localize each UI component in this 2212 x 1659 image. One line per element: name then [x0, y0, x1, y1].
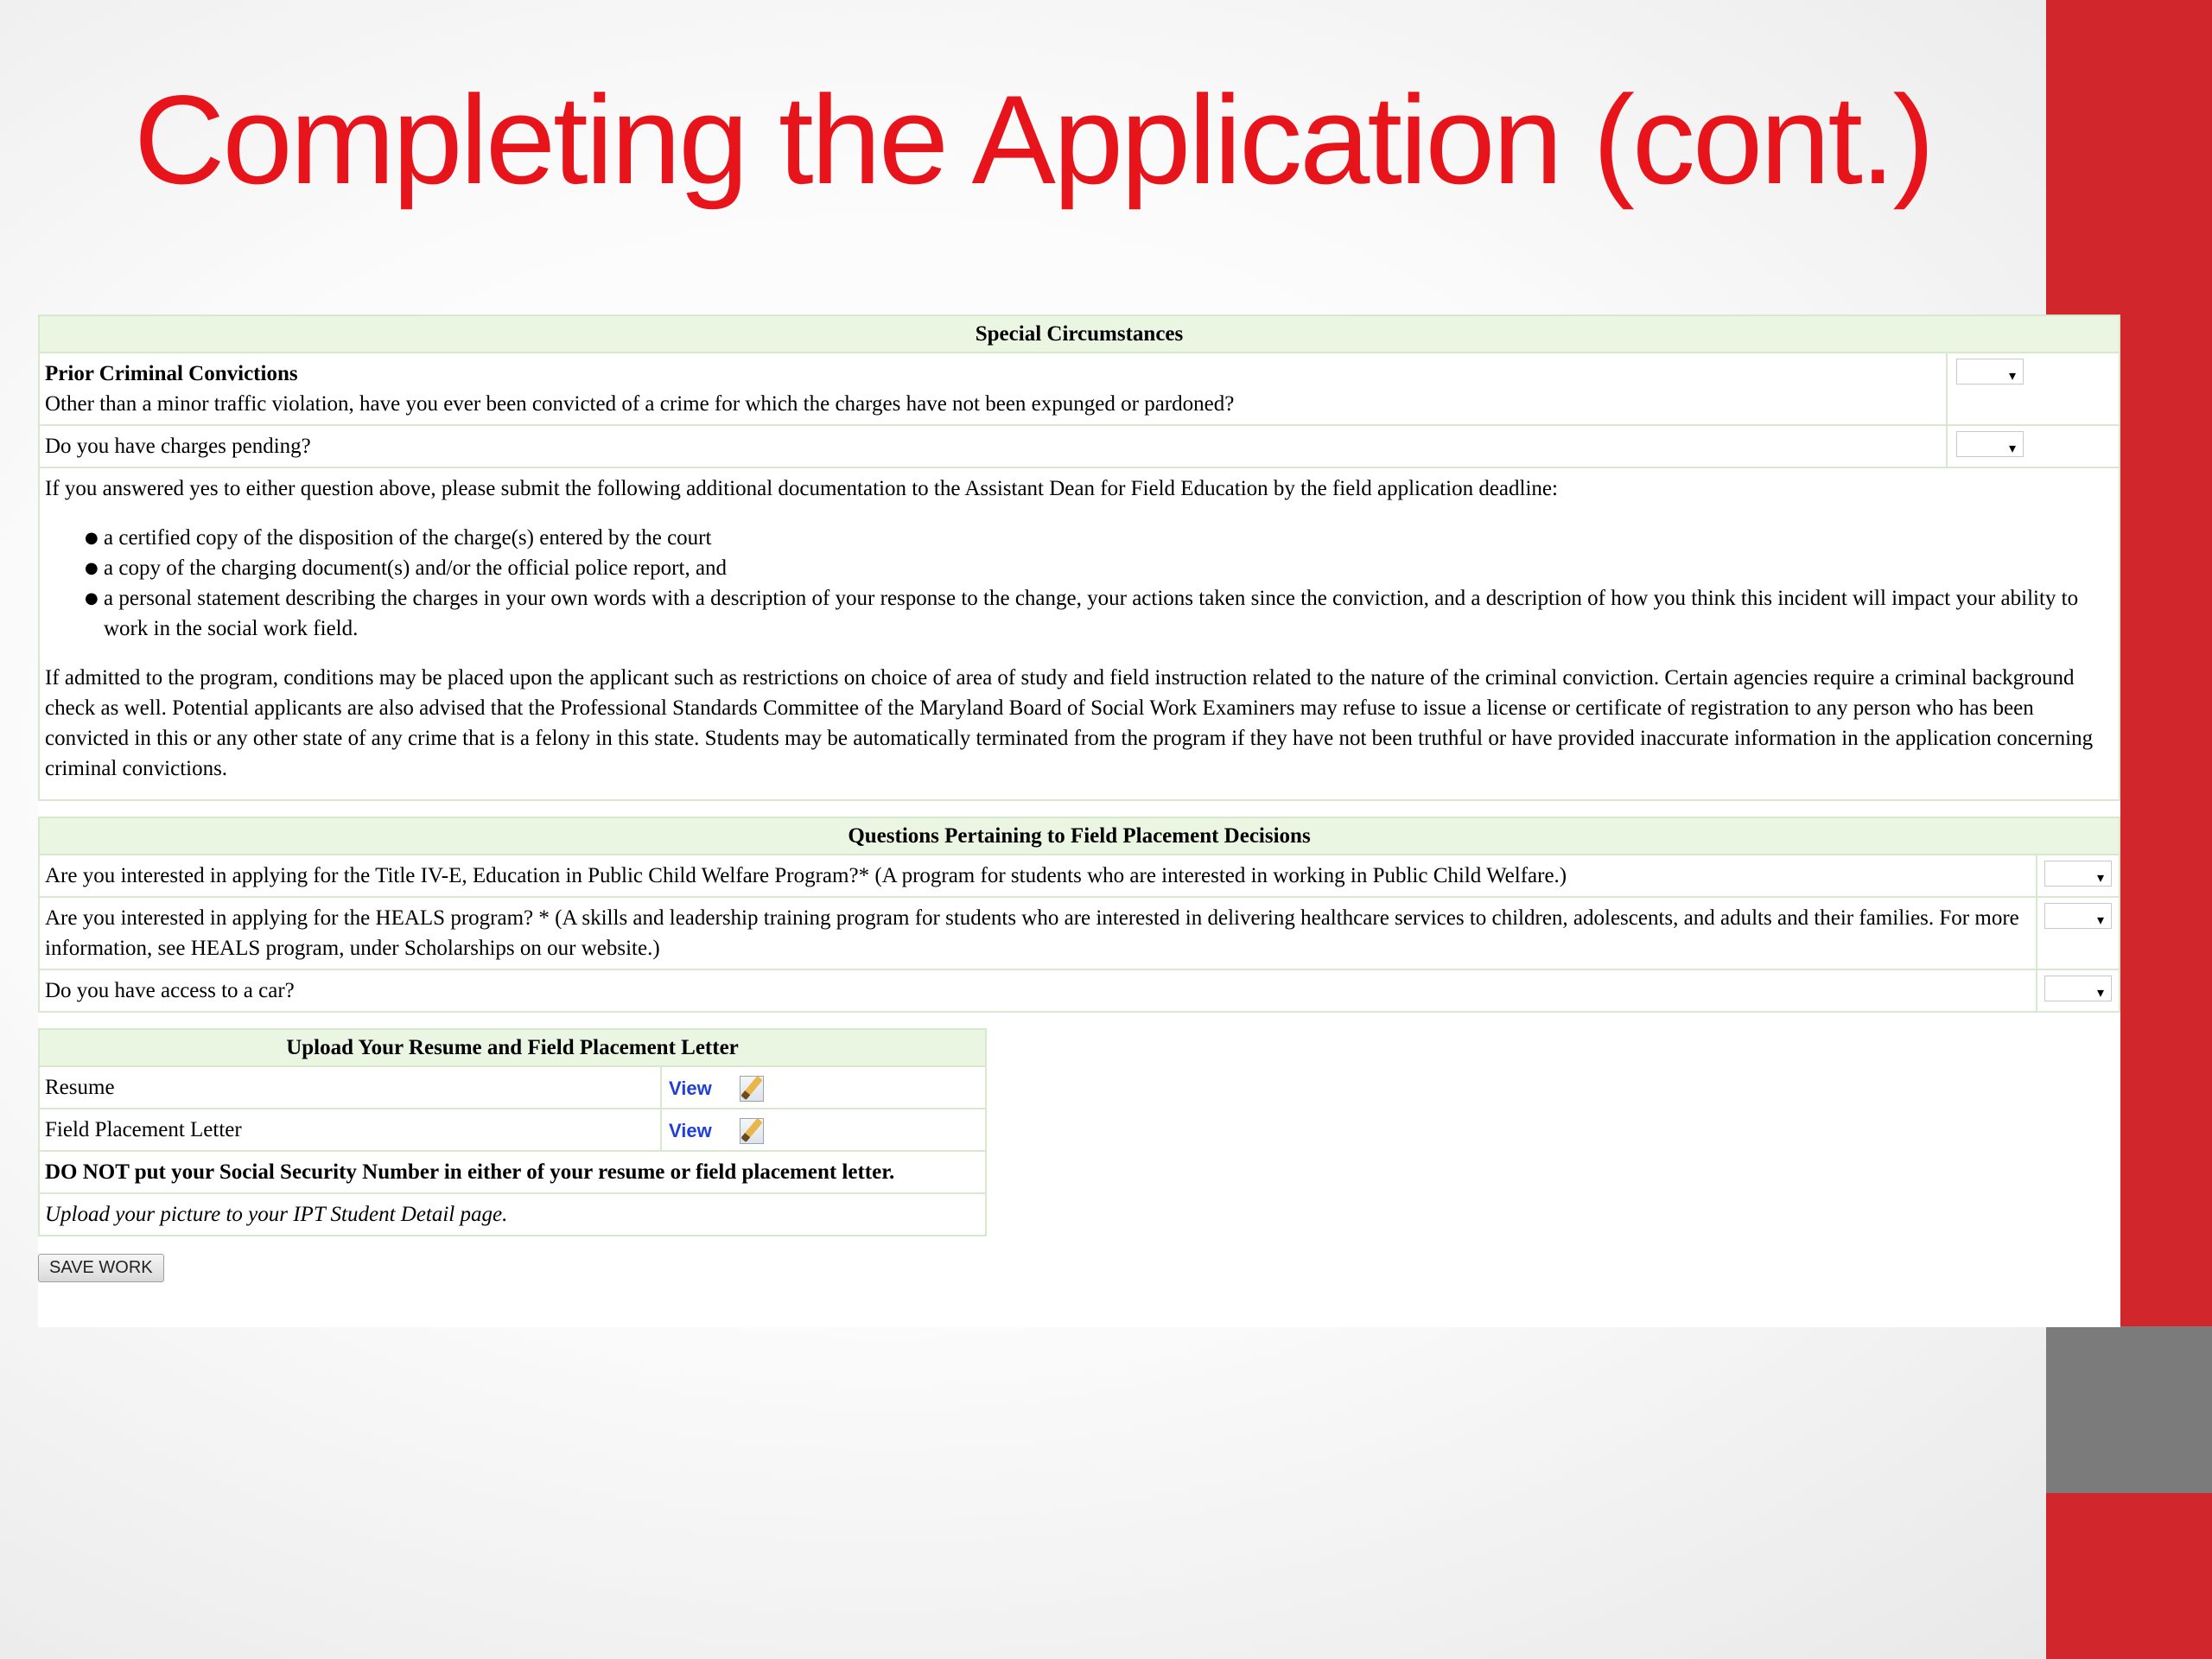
slide-title: Completing the Application (cont.) [134, 69, 1933, 210]
prior-convictions-select[interactable] [1956, 359, 2024, 385]
caret-down-icon: ▾ [2096, 912, 2104, 928]
application-form-screenshot [38, 315, 2120, 1327]
documentation-intro: If you answered yes to either question above, please submit the following additional documentation to the Assistant Dean for Field Education by the field application deadline: [45, 477, 1558, 500]
title-iv-e-row [40, 855, 2119, 898]
bullet-icon: ● [85, 559, 99, 577]
upload-header: Upload Your Resume and Field Placement Letter [40, 1030, 985, 1067]
save-work-button[interactable]: SAVE WORK [38, 1254, 164, 1282]
prior-convictions-question: Other than a minor traffic violation, have you ever been convicted of a crime for which the charges have not been expunged or pardoned? [45, 392, 1235, 416]
bullet-icon: ● [85, 529, 99, 547]
criminal-conviction-disclaimer: If admitted to the program, conditions may be placed upon the applicant such as restrictions on choice of area of study and field instruction related to the nature of the criminal conviction. Certain agencies require a criminal background check as well. Potential applicants are also advised that the Professional Standards Committee of the Maryland Board of Social Work Examiners may refuse to issue a license or certificate of registration to any person who has been convicted in this or any other state of any crime that is a felony in this state. Students may be automatically terminated from the program if they have not been truthful or have provided inaccurate information in the application concerning criminal convictions. [45, 666, 2094, 780]
documentation-list [45, 523, 2113, 644]
list-item: ● a copy of the charging document(s) and/or the official police report, and [104, 553, 2113, 583]
car-access-select[interactable] [2044, 976, 2112, 1001]
red-stripe-bottom [2046, 1493, 2212, 1659]
list-item: ● a certified copy of the disposition of the charge(s) entered by the court [104, 523, 2113, 553]
documentation-info [40, 468, 2119, 801]
pencil-edit-icon[interactable] [740, 1076, 764, 1102]
pencil-edit-icon[interactable] [740, 1118, 764, 1144]
gray-stripe [2046, 1326, 2212, 1493]
heals-question: Are you interested in applying for the HEALS program? * (A skills and leadership training program for students who are interested in delivering healthcare services to children, adolescents, and adults and their families. For more information, see HEALS program, under Scholarships on our website.) [45, 906, 2019, 960]
title-iv-e-select[interactable] [2044, 861, 2112, 887]
ssn-warning: DO NOT put your Social Security Number in either of your resume or field placement letter. [40, 1152, 985, 1194]
charges-pending-question: Do you have charges pending? [45, 435, 311, 458]
field-placement-section [38, 817, 2120, 1013]
special-circumstances-section [38, 315, 2120, 801]
field-letter-row [40, 1109, 985, 1152]
heals-row [40, 898, 2119, 970]
resume-label: Resume [40, 1067, 662, 1108]
field-placement-header: Questions Pertaining to Field Placement Decisions [40, 818, 2119, 855]
heals-select[interactable] [2044, 903, 2112, 929]
field-letter-view-link[interactable]: View [669, 1120, 712, 1141]
caret-down-icon: ▾ [2008, 367, 2016, 384]
upload-section [38, 1028, 987, 1236]
charges-pending-row [40, 426, 2119, 468]
prior-convictions-row [40, 353, 2119, 426]
list-item: ● a personal statement describing the charges in your own words with a description of your response to the change, your actions taken since the conviction, and a description of how you think this incident will impact your ability to work in the social work field. [104, 583, 2113, 644]
resume-row [40, 1067, 985, 1109]
title-iv-e-question: Are you interested in applying for the Title IV-E, Education in Public Child Welfare Program?* (A program for students who are interested in working in Public Child Welfare.) [45, 864, 1567, 887]
caret-down-icon: ▾ [2096, 984, 2104, 1001]
bullet-icon: ● [85, 589, 99, 607]
car-access-question: Do you have access to a car? [45, 979, 295, 1002]
caret-down-icon: ▾ [2096, 869, 2104, 886]
car-access-row [40, 970, 2119, 1013]
prior-convictions-title: Prior Criminal Convictions [45, 362, 298, 385]
resume-view-link[interactable]: View [669, 1077, 712, 1099]
field-letter-label: Field Placement Letter [40, 1109, 662, 1150]
charges-pending-select[interactable] [1956, 431, 2024, 457]
picture-upload-note: Upload your picture to your IPT Student Detail page. [40, 1194, 985, 1236]
caret-down-icon: ▾ [2008, 440, 2016, 456]
special-circumstances-header: Special Circumstances [40, 316, 2119, 353]
